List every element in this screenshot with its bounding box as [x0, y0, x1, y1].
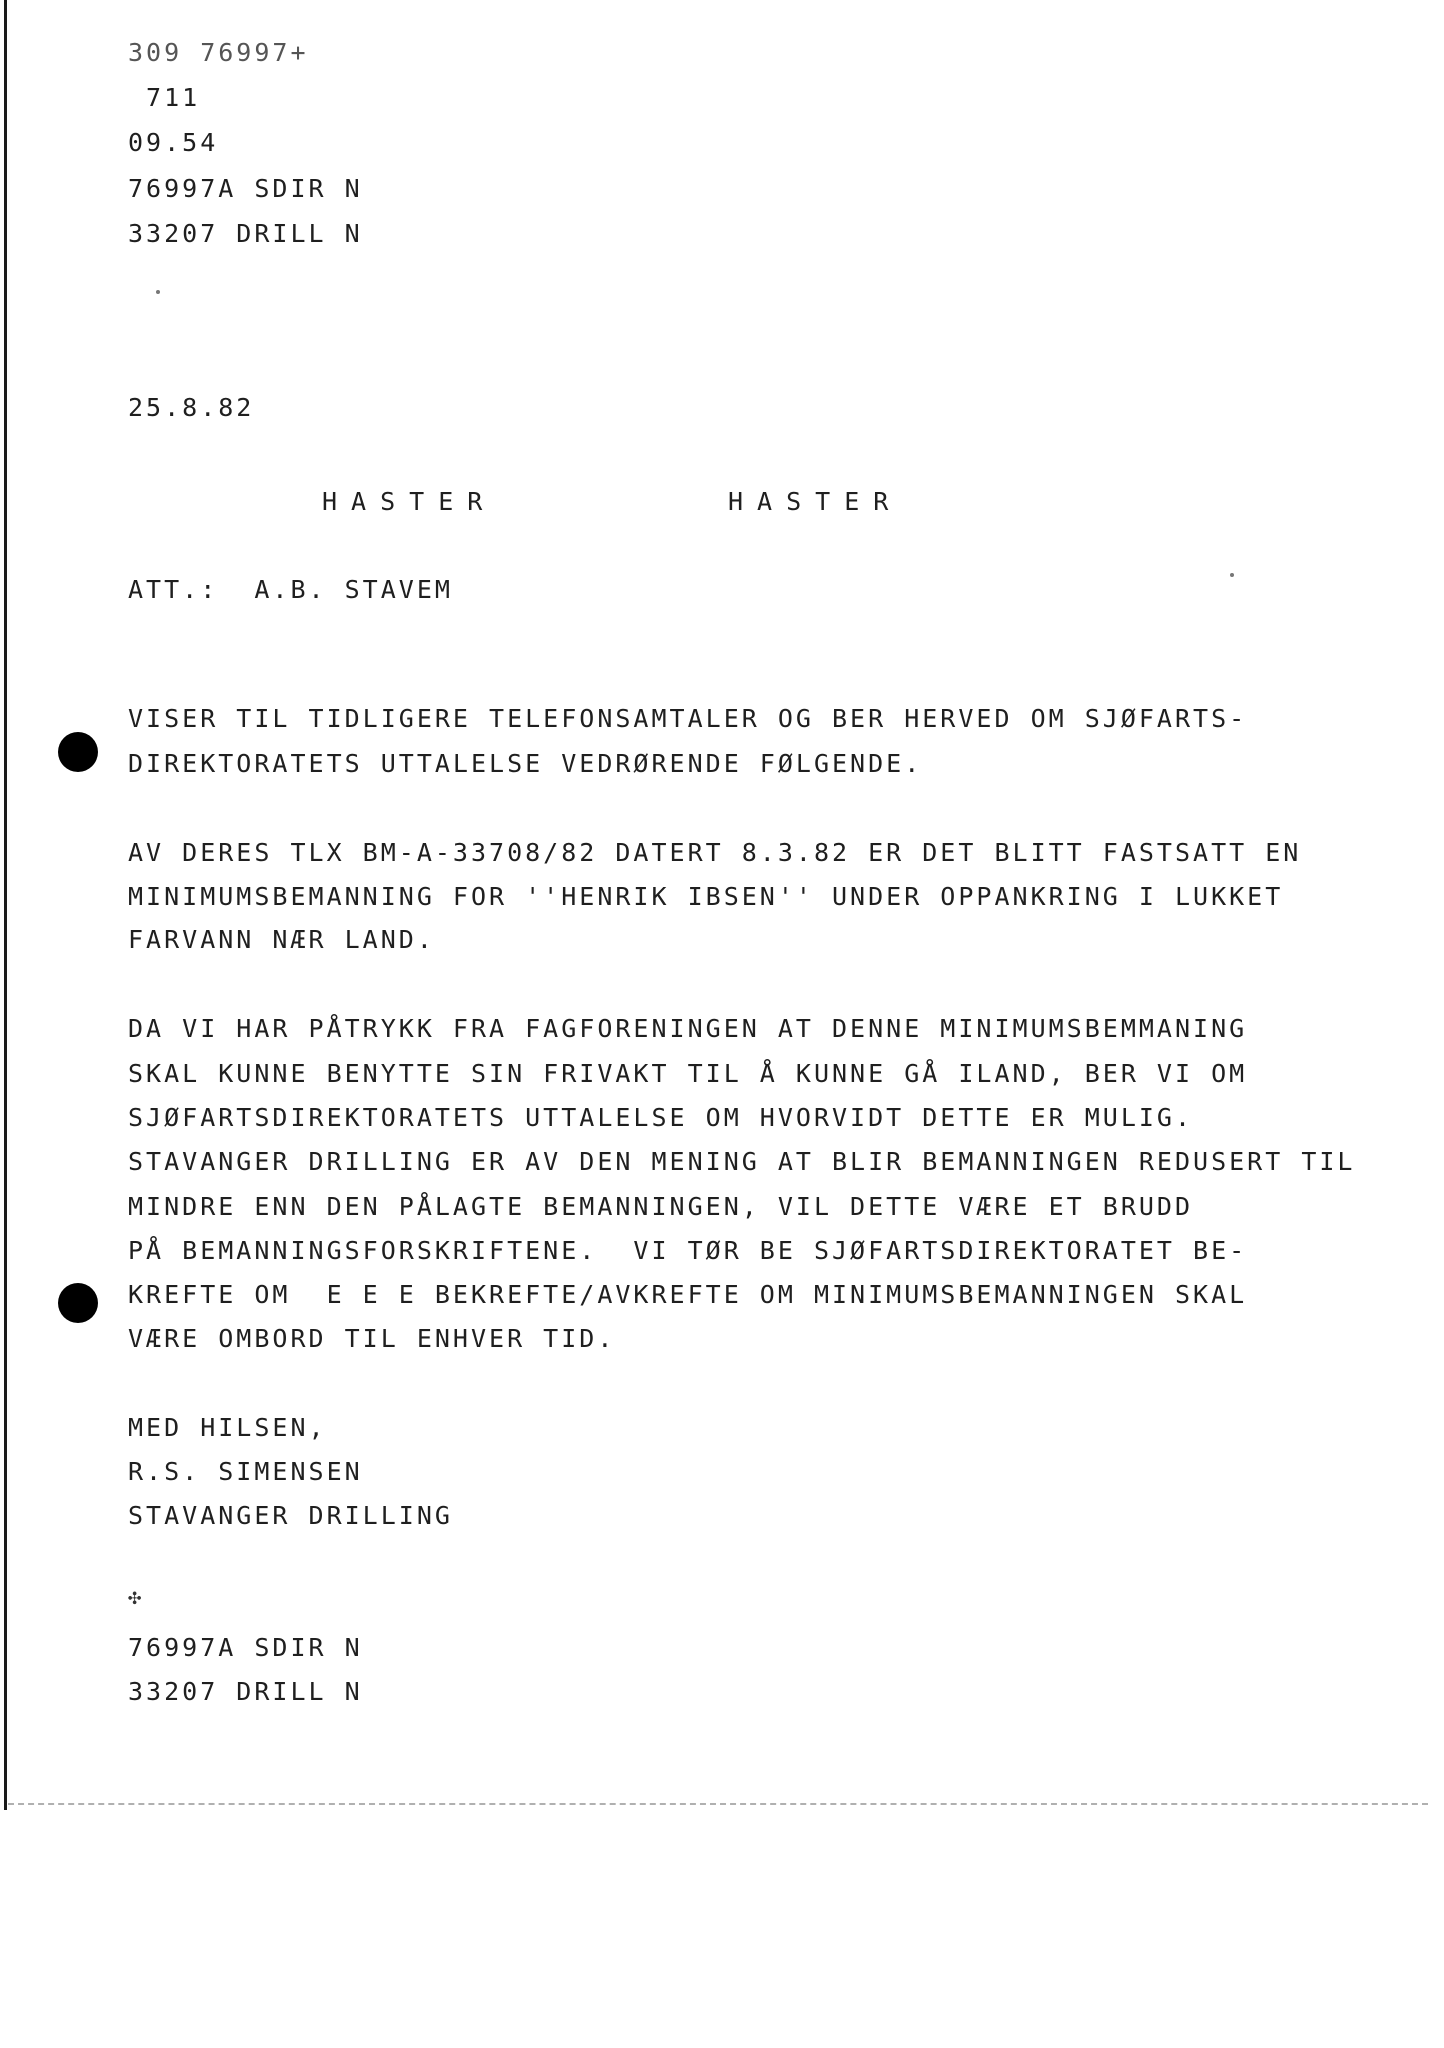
footer-line-2: 33207 DRILL N	[128, 1677, 363, 1706]
body-line: FARVANN NÆR LAND.	[128, 925, 435, 954]
closing-greeting: MED HILSEN,	[128, 1413, 327, 1442]
header-line-4: 76997A SDIR N	[128, 174, 363, 203]
body-line: MINIMUMSBEMANNING FOR ''HENRIK IBSEN'' UNDER OPPANKRING I LUKKET	[128, 882, 1284, 911]
body-line: PÅ BEMANNINGSFORSKRIFTENE. VI TØR BE SJØFARTSDIREKTORATET BE-	[128, 1236, 1248, 1265]
speck	[1230, 573, 1234, 577]
header-line-1: 309 76997+	[128, 38, 309, 67]
header-line-2: 711	[128, 83, 201, 112]
header-line-5: 33207 DRILL N	[128, 219, 363, 248]
tear-line	[8, 1803, 1428, 1805]
punch-hole	[58, 732, 98, 772]
body-line: AV DERES TLX BM-A-33708/82 DATERT 8.3.82 ER DET BLITT FASTSATT EN	[128, 838, 1302, 867]
urgent-left: HASTER	[322, 487, 497, 516]
body-line: SKAL KUNNE BENYTTE SIN FRIVAKT TIL Å KUNNE GÅ ILAND, BER VI OM	[128, 1059, 1248, 1088]
speck	[156, 290, 160, 294]
body-line: DA VI HAR PÅTRYKK FRA FAGFORENINGEN AT DENNE MINIMUMSBEMMANING	[128, 1014, 1248, 1043]
body-line: SJØFARTSDIREKTORATETS UTTALELSE OM HVORVIDT DETTE ER MULIG.	[128, 1103, 1194, 1132]
page-edge	[4, 0, 7, 1810]
body-line: DIREKTORATETS UTTALELSE VEDRØRENDE FØLGENDE.	[128, 749, 923, 778]
header-line-3: 09.54	[128, 128, 219, 157]
signatory-name: R.S. SIMENSEN	[128, 1457, 363, 1486]
body-line: VÆRE OMBORD TIL ENHVER TID.	[128, 1324, 616, 1353]
date: 25.8.82	[128, 393, 255, 422]
punch-hole	[58, 1283, 98, 1323]
attention-line: ATT.: A.B. STAVEM	[128, 575, 453, 604]
urgent-right: HASTER	[728, 487, 903, 516]
footer-line-1: 76997A SDIR N	[128, 1633, 363, 1662]
body-line: KREFTE OM E E E BEKREFTE/AVKREFTE OM MINIMUMSBEMANNINGEN SKAL	[128, 1280, 1248, 1309]
body-line: VISER TIL TIDLIGERE TELEFONSAMTALER OG BER HERVED OM SJØFARTS-	[128, 704, 1248, 733]
company-name: STAVANGER DRILLING	[128, 1501, 453, 1530]
control-mark-icon: ✣	[128, 1585, 142, 1610]
body-line: MINDRE ENN DEN PÅLAGTE BEMANNINGEN, VIL DETTE VÆRE ET BRUDD	[128, 1192, 1194, 1221]
body-line: STAVANGER DRILLING ER AV DEN MENING AT BLIR BEMANNINGEN REDUSERT TIL	[128, 1147, 1356, 1176]
